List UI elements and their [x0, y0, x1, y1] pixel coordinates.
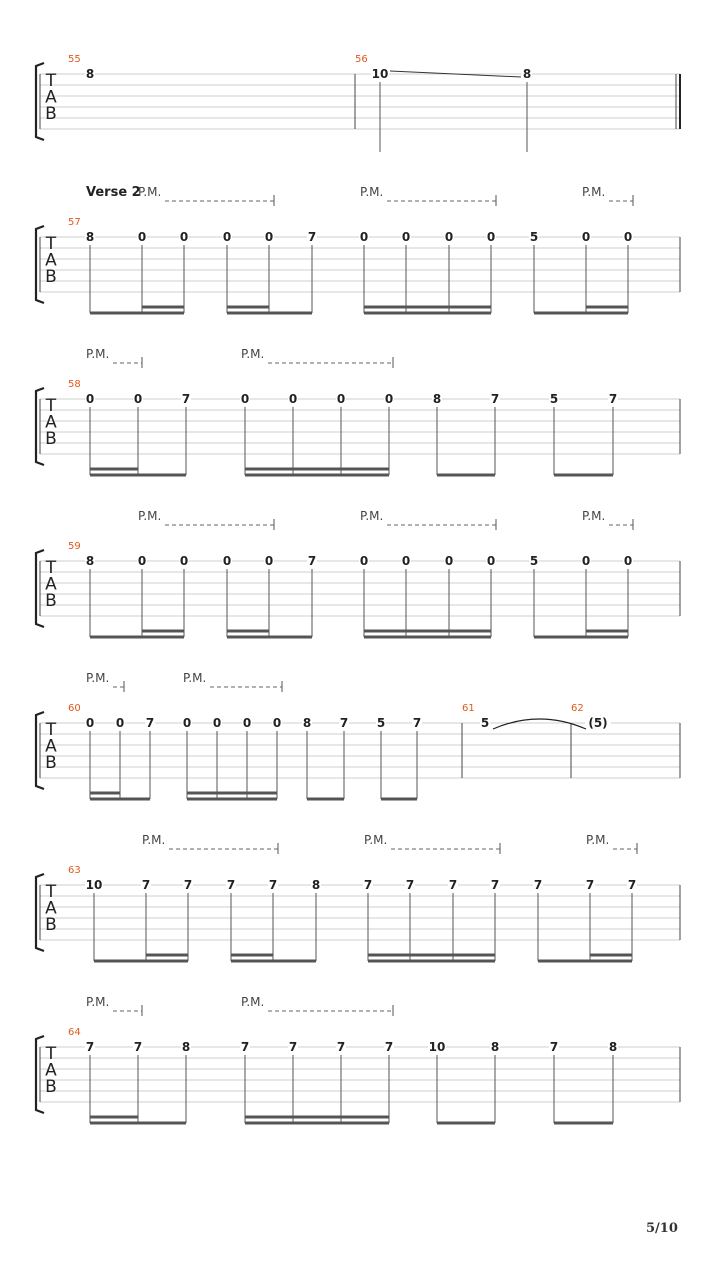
- measure-number: 64: [68, 1027, 81, 1038]
- fret-number: 7: [533, 878, 543, 892]
- palm-mute-label: P.M.: [138, 185, 162, 199]
- fret-number: 8: [432, 392, 442, 406]
- fret-number: 8: [522, 67, 532, 81]
- palm-mute-label: P.M.: [86, 347, 110, 361]
- fret-number: 7: [141, 878, 151, 892]
- palm-mute-label: P.M.: [582, 185, 606, 199]
- fret-number: 0: [264, 554, 274, 568]
- tab-clef-letter: A: [45, 898, 57, 919]
- fret-number: 8: [85, 230, 95, 244]
- tab-clef-letter: B: [45, 753, 57, 773]
- fret-number: 0: [264, 230, 274, 244]
- fret-number: 5: [549, 392, 559, 406]
- fret-number: 7: [336, 1040, 346, 1054]
- palm-mute-label: P.M.: [138, 509, 162, 523]
- fret-number: (5): [588, 716, 608, 730]
- tab-clef-letter: T: [45, 882, 57, 902]
- tab-clef-letter: T: [45, 1044, 57, 1064]
- measure-number: 57: [68, 217, 81, 228]
- fret-number: 5: [480, 716, 490, 730]
- palm-mute-label: P.M.: [183, 671, 207, 685]
- fret-number: 7: [448, 878, 458, 892]
- fret-number: 0: [85, 392, 95, 406]
- tab-clef-letter: A: [45, 412, 57, 433]
- palm-mute-label: P.M.: [86, 671, 110, 685]
- fret-number: 7: [240, 1040, 250, 1054]
- tab-clef-letter: A: [45, 250, 57, 271]
- fret-number: 0: [222, 230, 232, 244]
- fret-number: 0: [133, 392, 143, 406]
- measure-number: 61: [462, 703, 475, 714]
- fret-number: 7: [133, 1040, 143, 1054]
- fret-number: 7: [183, 878, 193, 892]
- fret-number: 5: [529, 230, 539, 244]
- tab-clef-letter: B: [45, 915, 57, 935]
- fret-number: 8: [608, 1040, 618, 1054]
- fret-number: 7: [307, 554, 317, 568]
- tab-clef-letter: T: [45, 720, 57, 740]
- fret-number: 0: [581, 554, 591, 568]
- fret-number: 7: [288, 1040, 298, 1054]
- measure-number: 55: [68, 54, 81, 65]
- tie-arc: [493, 719, 586, 729]
- fret-number: 7: [549, 1040, 559, 1054]
- fret-number: 10: [371, 67, 389, 81]
- tab-clef-letter: A: [45, 736, 57, 757]
- fret-number: 0: [359, 230, 369, 244]
- measure-number: 63: [68, 865, 81, 876]
- page-number: 5/10: [646, 1221, 678, 1236]
- fret-number: 10: [85, 878, 103, 892]
- tab-clef-letter: T: [45, 71, 57, 91]
- fret-number: 0: [137, 230, 147, 244]
- fret-number: 7: [181, 392, 191, 406]
- section-label: Verse 2: [86, 185, 141, 200]
- tab-clef-letter: A: [45, 574, 57, 595]
- tab-clef-letter: B: [45, 429, 57, 449]
- tab-clef-letter: T: [45, 234, 57, 254]
- fret-number: 8: [85, 67, 95, 81]
- fret-number: 0: [182, 716, 192, 730]
- fret-number: 0: [272, 716, 282, 730]
- palm-mute-label: P.M.: [142, 833, 166, 847]
- fret-number: 8: [311, 878, 321, 892]
- fret-number: 0: [288, 392, 298, 406]
- tab-clef-letter: A: [45, 87, 57, 108]
- palm-mute-label: P.M.: [241, 347, 265, 361]
- fret-number: 7: [405, 878, 415, 892]
- fret-number: 7: [412, 716, 422, 730]
- fret-number: 0: [444, 554, 454, 568]
- tab-clef-letter: B: [45, 104, 57, 124]
- fret-number: 7: [384, 1040, 394, 1054]
- palm-mute-label: P.M.: [86, 995, 110, 1009]
- fret-number: 0: [212, 716, 222, 730]
- fret-number: 10: [428, 1040, 446, 1054]
- tab-clef-letter: A: [45, 1060, 57, 1081]
- fret-number: 7: [490, 878, 500, 892]
- fret-number: 8: [490, 1040, 500, 1054]
- palm-mute-label: P.M.: [586, 833, 610, 847]
- fret-number: 0: [240, 392, 250, 406]
- fret-number: 8: [181, 1040, 191, 1054]
- fret-number: 0: [137, 554, 147, 568]
- fret-number: 0: [486, 554, 496, 568]
- fret-number: 0: [115, 716, 125, 730]
- fret-number: 0: [444, 230, 454, 244]
- fret-number: 7: [339, 716, 349, 730]
- fret-number: 0: [401, 554, 411, 568]
- fret-number: 0: [179, 230, 189, 244]
- tab-clef-letter: B: [45, 1077, 57, 1097]
- fret-number: 0: [623, 554, 633, 568]
- fret-number: 7: [268, 878, 278, 892]
- palm-mute-label: P.M.: [360, 185, 384, 199]
- fret-number: 7: [85, 1040, 95, 1054]
- fret-number: 7: [226, 878, 236, 892]
- measure-number: 60: [68, 703, 81, 714]
- palm-mute-label: P.M.: [364, 833, 388, 847]
- fret-number: 5: [376, 716, 386, 730]
- fret-number: 0: [222, 554, 232, 568]
- fret-number: 7: [608, 392, 618, 406]
- fret-number: 0: [581, 230, 591, 244]
- palm-mute-label: P.M.: [241, 995, 265, 1009]
- measure-number: 56: [355, 54, 368, 65]
- fret-number: 7: [585, 878, 595, 892]
- fret-number: 0: [85, 716, 95, 730]
- fret-number: 0: [179, 554, 189, 568]
- fret-number: 7: [363, 878, 373, 892]
- fret-number: 0: [242, 716, 252, 730]
- fret-number: 0: [384, 392, 394, 406]
- tab-clef-letter: B: [45, 267, 57, 287]
- fret-number: 0: [486, 230, 496, 244]
- fret-number: 7: [490, 392, 500, 406]
- fret-number: 8: [302, 716, 312, 730]
- fret-number: 0: [336, 392, 346, 406]
- fret-number: 7: [627, 878, 637, 892]
- fret-number: 0: [359, 554, 369, 568]
- fret-number: 7: [145, 716, 155, 730]
- measure-number: 62: [571, 703, 584, 714]
- fret-number: 7: [307, 230, 317, 244]
- tab-clef-letter: B: [45, 591, 57, 611]
- fret-number: 5: [529, 554, 539, 568]
- measure-number: 58: [68, 379, 81, 390]
- tab-clef-letter: T: [45, 396, 57, 416]
- measure-number: 59: [68, 541, 81, 552]
- fret-number: 0: [401, 230, 411, 244]
- fret-number: 8: [85, 554, 95, 568]
- fret-number: 0: [623, 230, 633, 244]
- palm-mute-label: P.M.: [360, 509, 384, 523]
- palm-mute-label: P.M.: [582, 509, 606, 523]
- tab-clef-letter: T: [45, 558, 57, 578]
